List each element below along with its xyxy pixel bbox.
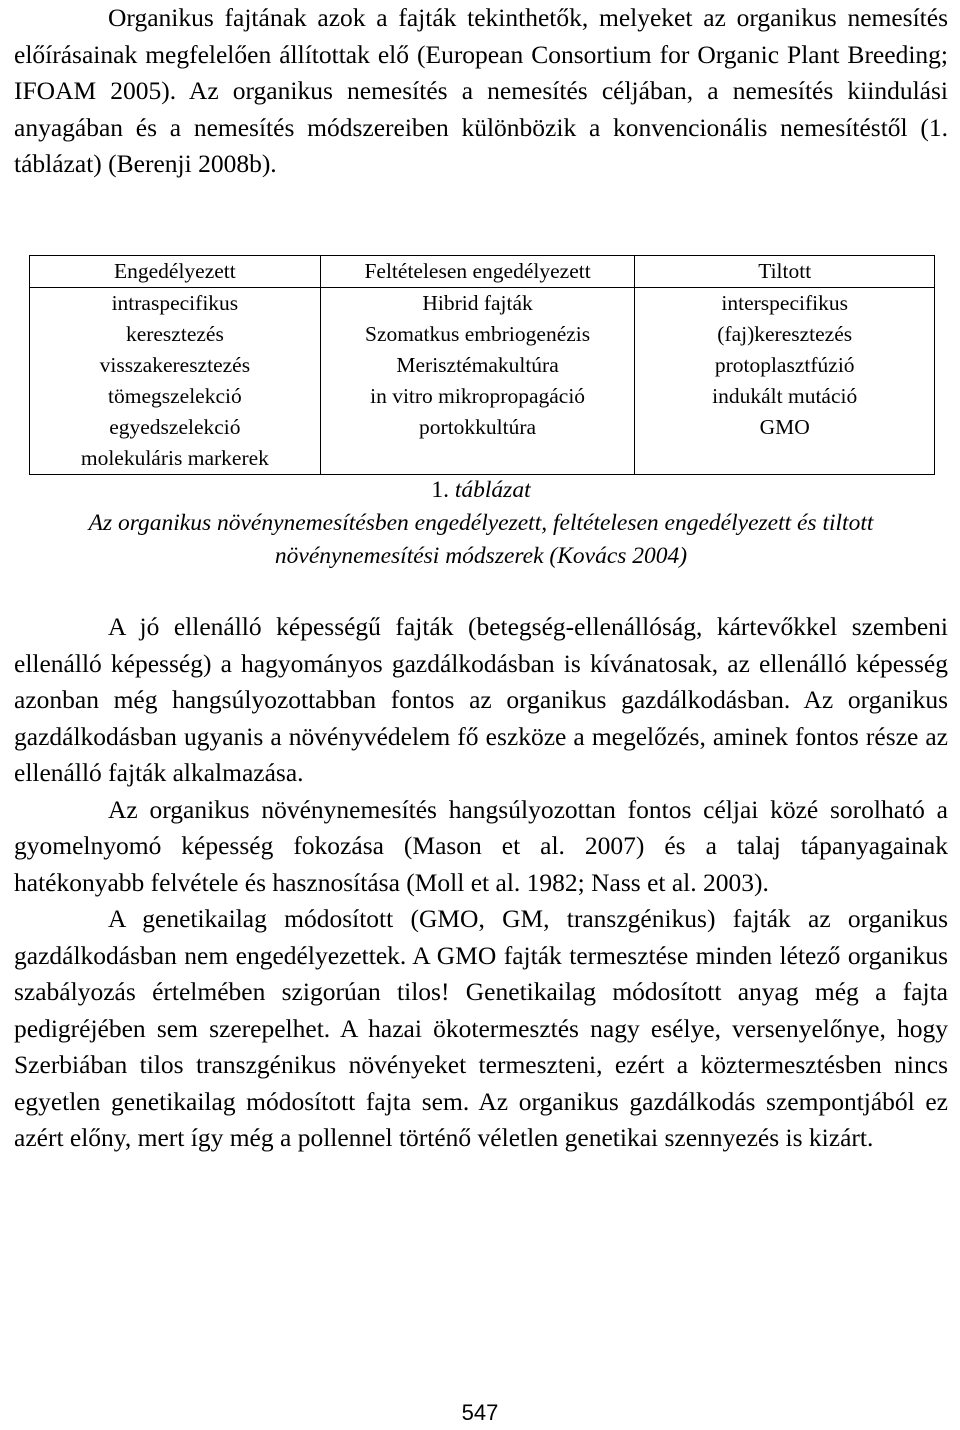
header-prohibited: Tiltott	[635, 256, 935, 288]
allowed-method: molekuláris markerek	[80, 446, 269, 470]
prohibited-method: interspecifikus	[721, 291, 848, 315]
prohibited-method: protoplasztfúzió	[714, 353, 855, 377]
header-allowed: Engedélyezett	[30, 256, 321, 288]
body-text	[14, 609, 948, 1157]
prohibited-method: indukált mutáció	[712, 384, 858, 408]
intro-paragraph: Organikus fajtának azok a fajták tekinthetők, melyeket az organikus nemesítés előírásainak megfelelően állítottak elő (European Consortium for Organic Plant Breeding; IFOAM 2005). Az organikus nemesítés a nemesítés céljában, a nemesítés kiindulási anyagában és a nemesítés módszereiben különbözik a konvencionális nemesítéstől (1. táblázat) (Berenji 2008b).	[14, 3, 948, 178]
body-paragraph: Az organikus növénynemesítés hangsúlyozottan fontos céljai közé sorolható a gyomelnyomó képesség fokozása (Mason et al. 2007) és a talaj tápanyagainak hatékonyabb felvétele és hasznosítása (Moll et al. 1982; Nass et al. 2003).	[14, 794, 948, 897]
header-conditional: Feltételesen engedélyezett	[320, 256, 635, 288]
allowed-method: visszakeresztezés	[99, 353, 251, 377]
allowed-method: tömegszelekció	[108, 384, 242, 408]
caption-number: 1.	[431, 477, 449, 503]
conditional-methods-cell	[320, 288, 635, 475]
conditional-method: Merisztémakultúra	[396, 353, 559, 377]
body-paragraph: A genetikailag módosított (GMO, GM, transzgénikus) fajták az organikus gazdálkodásban nem engedélyezettek. A GMO fajták termesztése minden létező organikus szabályozás értelmében szigorúan tilos! Genetikailag módosított anyag még a fajta pedigréjében sem szerepelhet. A hazai ökotermesztés nagy esélye, versenyelőnye, hogy Szerbiában tilos transzgénikus növényeket termeszteni, ezért a köztermesztésben nincs egyetlen genetikailag módosított fajta sem. Az organikus gazdálkodás szempontjából ez azért előny, mert így még a pollennel történő véletlen genetikai szennyezés is kizárt.	[14, 904, 948, 1152]
prohibited-methods-cell	[635, 288, 935, 475]
page-number: 547	[461, 1400, 499, 1425]
prohibited-method: GMO	[759, 415, 810, 439]
caption-number-line	[14, 474, 948, 507]
allowed-methods-cell	[30, 288, 321, 475]
breeding-methods-table	[29, 255, 935, 475]
caption-label: táblázat	[454, 477, 531, 503]
allowed-method: keresztezés	[125, 322, 224, 346]
conditional-method: in vitro mikropropagáció	[370, 384, 586, 408]
conditional-method: Hibrid fajták	[422, 291, 533, 315]
table-header-row	[30, 256, 935, 288]
table-caption	[14, 474, 948, 573]
prohibited-method: (faj)keresztezés	[717, 322, 853, 346]
conditional-method: Szomatkus embriogenézis	[365, 322, 591, 346]
conditional-method: portokkultúra	[419, 415, 537, 439]
allowed-method: intraspecifikus	[111, 291, 239, 315]
body-paragraph: A jó ellenálló képességű fajták (betegség-ellenállóság, kártevőkkel szembeni ellenálló képesség) a hagyományos gazdálkodásban is kívánatosak, az ellenálló képesség azonban még hangsúlyozottabban fontos az organikus gazdálkodásban. Az organikus gazdálkodásban ugyanis a növényvédelem fő eszköze a megelőzés, aminek fontos része az ellenálló fajták alkalmazása.	[14, 612, 948, 787]
caption-title: Az organikus növénynemesítésben engedélyezett, feltételesen engedélyezett és tiltott növénynemesítési módszerek (Kovács 2004)	[88, 510, 874, 569]
table-body-row	[30, 288, 935, 475]
allowed-method: egyedszelekció	[109, 415, 241, 439]
